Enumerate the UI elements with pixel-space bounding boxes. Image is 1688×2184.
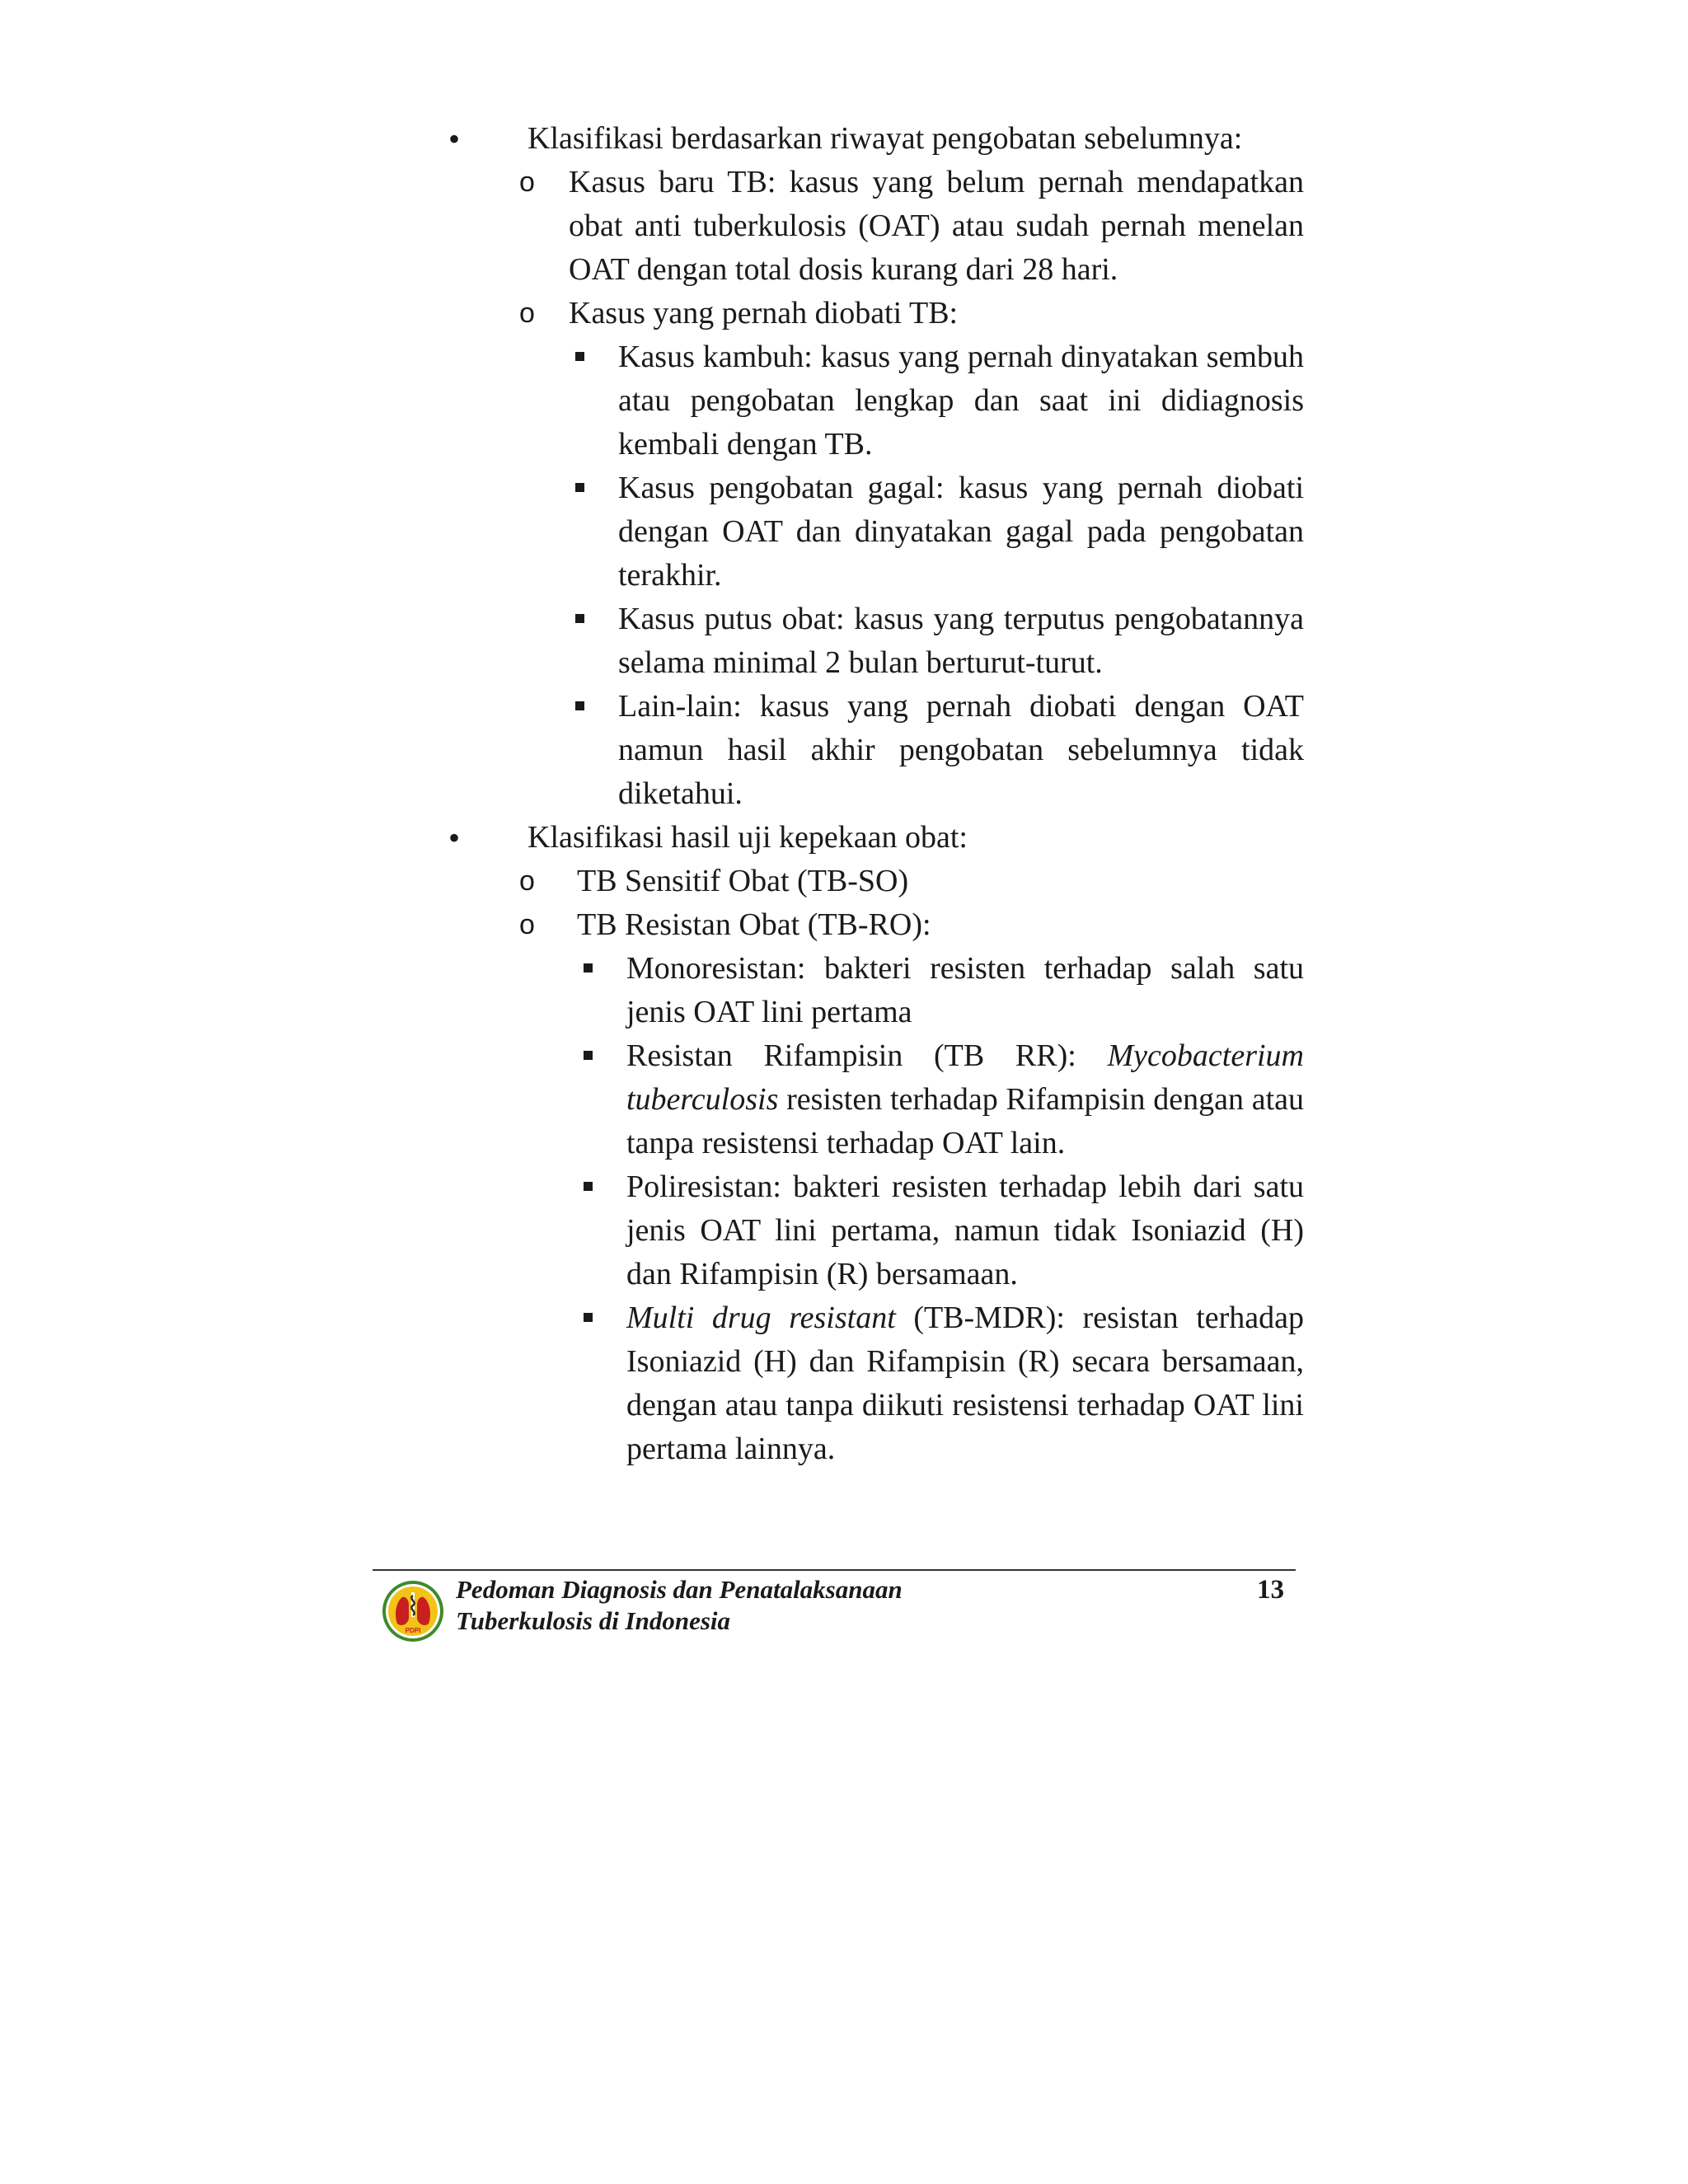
square-bullet-icon	[584, 1182, 593, 1191]
section-heading: Klasifikasi hasil uji kepekaan obat:	[528, 820, 968, 855]
list-item	[519, 860, 1304, 903]
sub-list-item-italic: Multi drug resistant	[626, 1301, 896, 1335]
circle-bullet-icon: o	[519, 909, 535, 940]
sub-list-item	[618, 685, 1304, 816]
list-item-text: Kasus yang pernah diobati TB:	[569, 296, 959, 330]
list-item-text: Kasus baru TB: kasus yang belum pernah mendapatkan obat anti tuberkulosis (OAT) atau sudah pernah menelan OAT dengan total dosis kurang dari 28 hari.	[569, 165, 1304, 287]
square-bullet-icon	[584, 1313, 593, 1322]
sub-list-item	[626, 1165, 1304, 1296]
square-bullet-icon	[575, 352, 584, 361]
section-heading: Klasifikasi berdasarkan riwayat pengobatan sebelumnya:	[528, 121, 1243, 156]
square-bullet-icon	[575, 614, 584, 623]
list-item-text: TB Sensitif Obat (TB-SO)	[577, 864, 909, 898]
sub-list-item	[626, 1296, 1304, 1471]
list-item	[519, 903, 1304, 1471]
list-item-text: TB Resistan Obat (TB-RO):	[577, 907, 931, 942]
section-drug-susceptibility	[448, 816, 1304, 860]
square-bullet-icon	[575, 483, 584, 492]
pdpi-logo-icon	[381, 1579, 445, 1643]
sub-list-item	[626, 947, 1304, 1034]
circle-bullet-icon: o	[519, 865, 535, 897]
document-body	[0, 117, 1688, 1471]
sub-list-item-prefix: Resistan Rifampisin (TB RR):	[626, 1038, 1108, 1073]
sub-list-item-text: Poliresistan: bakteri resisten terhadap lebih dari satu jenis OAT lini pertama, namun tidak Isoniazid (H) dan Rifampisin (R) bersamaan.	[626, 1169, 1304, 1291]
list-item	[519, 292, 1304, 816]
square-bullet-icon	[584, 1051, 593, 1060]
sub-list-item-text: Kasus kambuh: kasus yang pernah dinyatakan sembuh atau pengobatan lengkap dan saat ini didiagnosis kembali dengan TB.	[618, 340, 1304, 462]
list-item	[519, 161, 1304, 292]
sub-list-item-text: Kasus pengobatan gagal: kasus yang pernah diobati dengan OAT dan dinyatakan gagal pada pengobatan terakhir.	[618, 471, 1304, 593]
footer-title-line-1: Pedoman Diagnosis dan Penatalaksanaan	[456, 1575, 903, 1604]
page-number: 13	[1257, 1575, 1284, 1605]
square-bullet-icon	[575, 701, 584, 710]
footer-title	[456, 1574, 903, 1637]
bullet-icon: •	[448, 120, 461, 157]
circle-bullet-icon: o	[519, 166, 535, 198]
square-bullet-icon	[584, 963, 593, 972]
sub-list-item	[626, 1034, 1304, 1165]
section-treatment-history	[448, 117, 1304, 161]
sub-list-item	[618, 598, 1304, 685]
sub-list-item-suffix: resisten terhadap Rifampisin dengan atau tanpa resistensi terhadap OAT lain.	[626, 1082, 1304, 1160]
sub-list-item-text: Lain-lain: kasus yang pernah diobati dengan OAT namun hasil akhir pengobatan sebelumnya tidak diketahui.	[618, 689, 1304, 811]
circle-bullet-icon: o	[519, 298, 535, 329]
footer-title-line-2: Tuberkulosis di Indonesia	[456, 1606, 731, 1635]
section-treatment-history-list	[519, 161, 1304, 816]
sub-list-item-italic: Mycobacterium tuberculosis	[626, 1038, 1304, 1117]
sub-list-item-text: Monoresistan: bakteri resisten terhadap salah satu jenis OAT lini pertama	[626, 951, 1304, 1029]
section-drug-susceptibility-list	[519, 860, 1304, 1471]
bullet-icon: •	[448, 819, 461, 856]
sub-list-item-text: Kasus putus obat: kasus yang terputus pengobatannya selama minimal 2 bulan berturut-turut.	[618, 602, 1304, 680]
footer-divider	[373, 1569, 1296, 1571]
logo-text: PDPI	[405, 1627, 421, 1634]
sub-list-item	[618, 466, 1304, 598]
sub-list-item	[618, 335, 1304, 466]
sub-list-item-suffix: (TB-MDR): resistan terhadap Isoniazid (H) dan Rifampisin (R) secara bersamaan, dengan atau tanpa diikuti resistensi terhadap OAT lini pertama lainnya.	[626, 1301, 1304, 1466]
